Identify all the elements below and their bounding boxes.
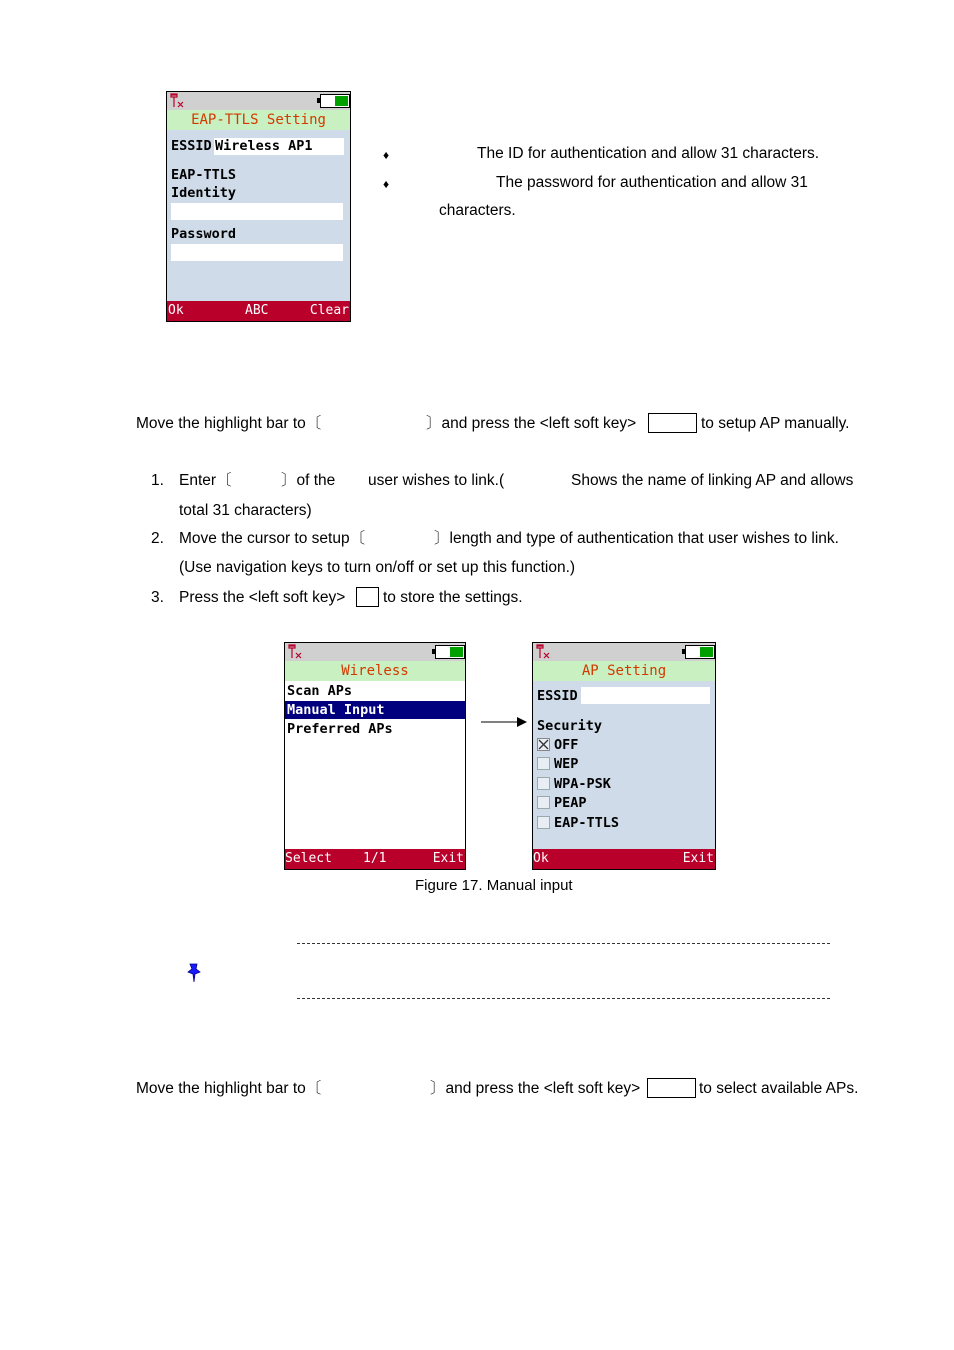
screen-title: AP Setting bbox=[533, 661, 715, 681]
security-label: Security bbox=[537, 718, 603, 734]
step2-b: 〕length and type of authentication that user wishes to link. bbox=[434, 530, 839, 547]
bullet-password: The password for authentication and allow 31 bbox=[496, 174, 808, 191]
screen-title: Wireless bbox=[285, 661, 465, 681]
identity-label-line2: Identity bbox=[171, 185, 237, 201]
manual-para-part2: 〕and press the <left soft key> bbox=[426, 415, 637, 432]
checkbox-checked-icon[interactable] bbox=[537, 738, 550, 751]
essid-field[interactable]: Wireless AP1 bbox=[214, 138, 344, 155]
screen-title: EAP-TTLS Setting bbox=[167, 110, 350, 130]
softkey-bar bbox=[167, 301, 350, 321]
softkey-ok[interactable]: Ok bbox=[533, 851, 549, 866]
preferred-para-part3: to select available APs. bbox=[699, 1080, 859, 1097]
step-number: 2. bbox=[151, 530, 164, 547]
preferred-para-part2: 〕and press the <left soft key> bbox=[430, 1080, 641, 1097]
menu-item-preferred-aps[interactable]: Preferred APs bbox=[285, 720, 465, 738]
manual-para-part1: Move the highlight bar to〔 bbox=[136, 415, 322, 432]
status-bar bbox=[285, 643, 465, 661]
step-number: 1. bbox=[151, 472, 164, 489]
pushpin-icon bbox=[186, 962, 204, 984]
status-bar bbox=[533, 643, 715, 661]
manual-para-part3: to setup AP manually. bbox=[701, 415, 850, 432]
softkey-bar bbox=[285, 849, 465, 869]
soft-key-box bbox=[647, 1078, 696, 1098]
battery-icon bbox=[320, 94, 350, 108]
step3-b: to store the settings. bbox=[383, 589, 523, 606]
step1-c: user wishes to link.( bbox=[368, 472, 505, 489]
step2-e: (Use navigation keys to turn on/off or set up this function.) bbox=[179, 559, 576, 576]
security-option-eap-ttls: EAP-TTLS bbox=[554, 815, 620, 831]
step3-a: Press the <left soft key> bbox=[179, 589, 346, 606]
security-option-off: OFF bbox=[554, 737, 579, 753]
preferred-para-part1: Move the highlight bar to〔 bbox=[136, 1080, 322, 1097]
checkbox-icon[interactable] bbox=[537, 757, 550, 770]
note-divider-bottom bbox=[297, 998, 830, 999]
softkey-exit[interactable]: Exit bbox=[432, 851, 464, 866]
softkey-exit[interactable]: Exit bbox=[682, 851, 714, 866]
note-divider-top bbox=[297, 943, 830, 944]
arrow-right-icon bbox=[481, 715, 529, 729]
checkbox-icon[interactable] bbox=[537, 777, 550, 790]
softkey-abc[interactable]: ABC bbox=[245, 303, 269, 318]
antenna-icon bbox=[535, 644, 551, 660]
antenna-icon bbox=[169, 93, 185, 109]
eap-ttls-setting-screen bbox=[166, 91, 351, 322]
menu-item-manual-input[interactable]: Manual Input bbox=[285, 701, 465, 719]
checkbox-icon[interactable] bbox=[537, 816, 550, 829]
essid-field[interactable] bbox=[581, 687, 710, 704]
softkey-select[interactable]: Select bbox=[285, 851, 332, 866]
bullet-password-cont: characters. bbox=[439, 202, 516, 219]
ap-setting-screen bbox=[532, 642, 716, 870]
battery-icon bbox=[435, 645, 465, 659]
softkey-clear[interactable]: Clear bbox=[309, 303, 349, 318]
step2-a: Move the cursor to setup〔 bbox=[179, 530, 366, 547]
softkey-bar bbox=[533, 849, 715, 869]
menu-item-scan-aps[interactable]: Scan APs bbox=[285, 682, 465, 700]
password-label: Password bbox=[171, 226, 237, 242]
battery-icon bbox=[685, 645, 715, 659]
security-option-wep: WEP bbox=[554, 756, 579, 772]
password-field[interactable] bbox=[171, 244, 343, 261]
step1-e: total 31 characters) bbox=[179, 502, 312, 519]
softkey-ok[interactable]: Ok bbox=[168, 303, 184, 318]
step-number: 3. bbox=[151, 589, 164, 606]
status-bar bbox=[167, 92, 350, 110]
identity-label-line1: EAP-TTLS bbox=[171, 167, 237, 183]
figure-caption: Figure 17. Manual input bbox=[415, 877, 573, 894]
essid-label: ESSID bbox=[171, 138, 212, 154]
bullet-icon: ♦ bbox=[383, 148, 390, 162]
antenna-icon bbox=[287, 644, 303, 660]
step1-b: 〕of the bbox=[281, 472, 336, 489]
identity-field[interactable] bbox=[171, 203, 343, 220]
security-option-wpa-psk: WPA-PSK bbox=[554, 776, 611, 792]
bullet-icon: ♦ bbox=[383, 177, 390, 191]
security-option-peap: PEAP bbox=[554, 795, 587, 811]
soft-key-box bbox=[356, 587, 379, 607]
soft-key-box bbox=[648, 413, 697, 433]
step1-d: Shows the name of linking AP and allows bbox=[571, 472, 854, 489]
checkbox-icon[interactable] bbox=[537, 796, 550, 809]
essid-label: ESSID bbox=[537, 688, 578, 704]
page-indicator: 1/1 bbox=[363, 851, 387, 866]
bullet-identity: The ID for authentication and allow 31 characters. bbox=[477, 145, 820, 162]
wireless-menu-screen bbox=[284, 642, 466, 870]
step1-a: Enter〔 bbox=[179, 472, 232, 489]
